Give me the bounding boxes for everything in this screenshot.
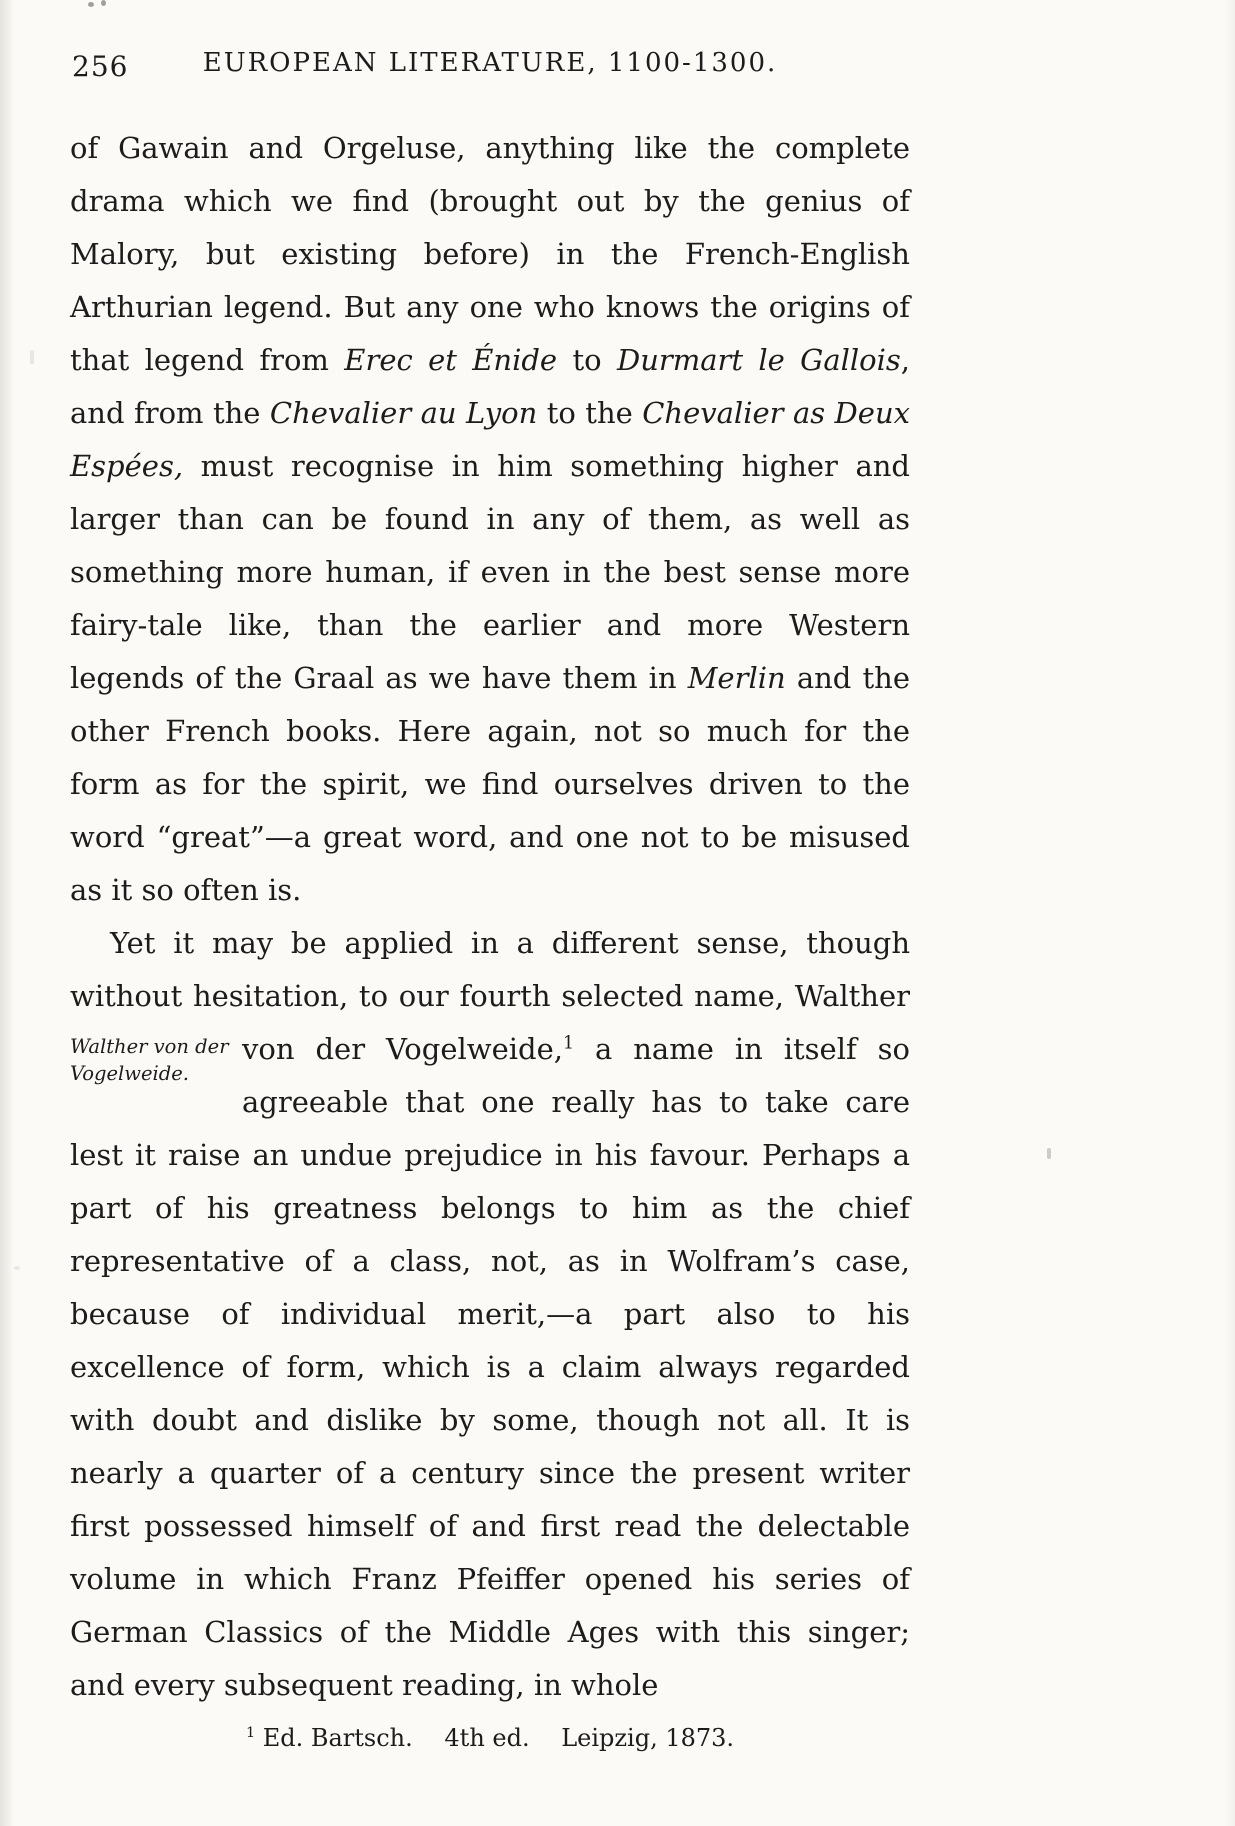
scan-shadow-right [1225,0,1235,1826]
page-header [70,48,910,88]
page-number: 256 [72,50,129,83]
scan-speck [30,350,34,364]
italic-title: Erec et Énide [344,343,558,377]
text-column [70,48,910,1754]
scan-speck [14,1266,20,1270]
scan-speck [88,2,94,7]
paragraph-continued [70,122,910,917]
text-run: and the other French books. Here again, not so much for the form as for the spirit, we find ourselves driven to the word “great”—a great word, and one not to be misused as it so often is. [70,661,910,907]
scan-speck [1047,1148,1051,1159]
running-head: EUROPEAN LITERATURE, 1100-1300. [202,48,778,78]
italic-title: Chevalier as Deux Espées, [70,396,911,483]
text-run: Ed. Bartsch. 4th ed. Leipzig, 1873. [255,1724,735,1752]
footnote-ref: 1 [245,1725,256,1741]
text-run: must recognise in him something higher and larger than can be found in any of them, as well as something more human, if even in the best sense more fairy-tale like, than the earlier and more Western legends of the Graal as we have them in [70,449,910,695]
scan-shadow-left [0,0,14,1826]
paragraph-walther [70,917,910,1712]
text-run: to the [537,396,643,430]
footnote [70,1722,910,1754]
text-run: a name in itself so agreeable that one really has to take care lest it raise an undue prejudice in his favour. Perhaps a part of his greatness belongs to him as the chief representative of a class, not, as in Wolfram’s case, because of individual merit,—a part also to his excellence of form, which is a claim always regarded with doubt and dislike by some, though not all. It is nearly a quarter of a century since the present writer first possessed himself of and first read the delectable volume in which Franz Pfeiffer opened his series of German Classics of the Middle Ages with this singer; and every subsequent reading, in whole [70,1032,910,1702]
italic-title: Durmart le Gallois [616,343,901,377]
text-run: Yet it may be applied in a different sense, though without hesitation, to our fourth selected name, [70,926,910,1013]
text-run: , and from the [70,343,911,430]
italic-title: Chevalier au Lyon [269,396,538,430]
scan-speck [101,0,106,6]
body-text [70,122,910,1712]
italic-title: Merlin [687,661,786,695]
text-run: Walther von der Vogelweide, [242,979,910,1066]
footnote-ref: 1 [562,1033,575,1054]
text-run: of Gawain and Orgeluse, anything like the complete drama which we find (brought out by the genius of Malory, but existing before) in the French-English Arthurian legend. But any one who knows the origins of that legend from [70,131,910,377]
text-run: to [557,343,617,377]
margin-sidenote: Walther von der Vogelweide. [70,1035,229,1085]
